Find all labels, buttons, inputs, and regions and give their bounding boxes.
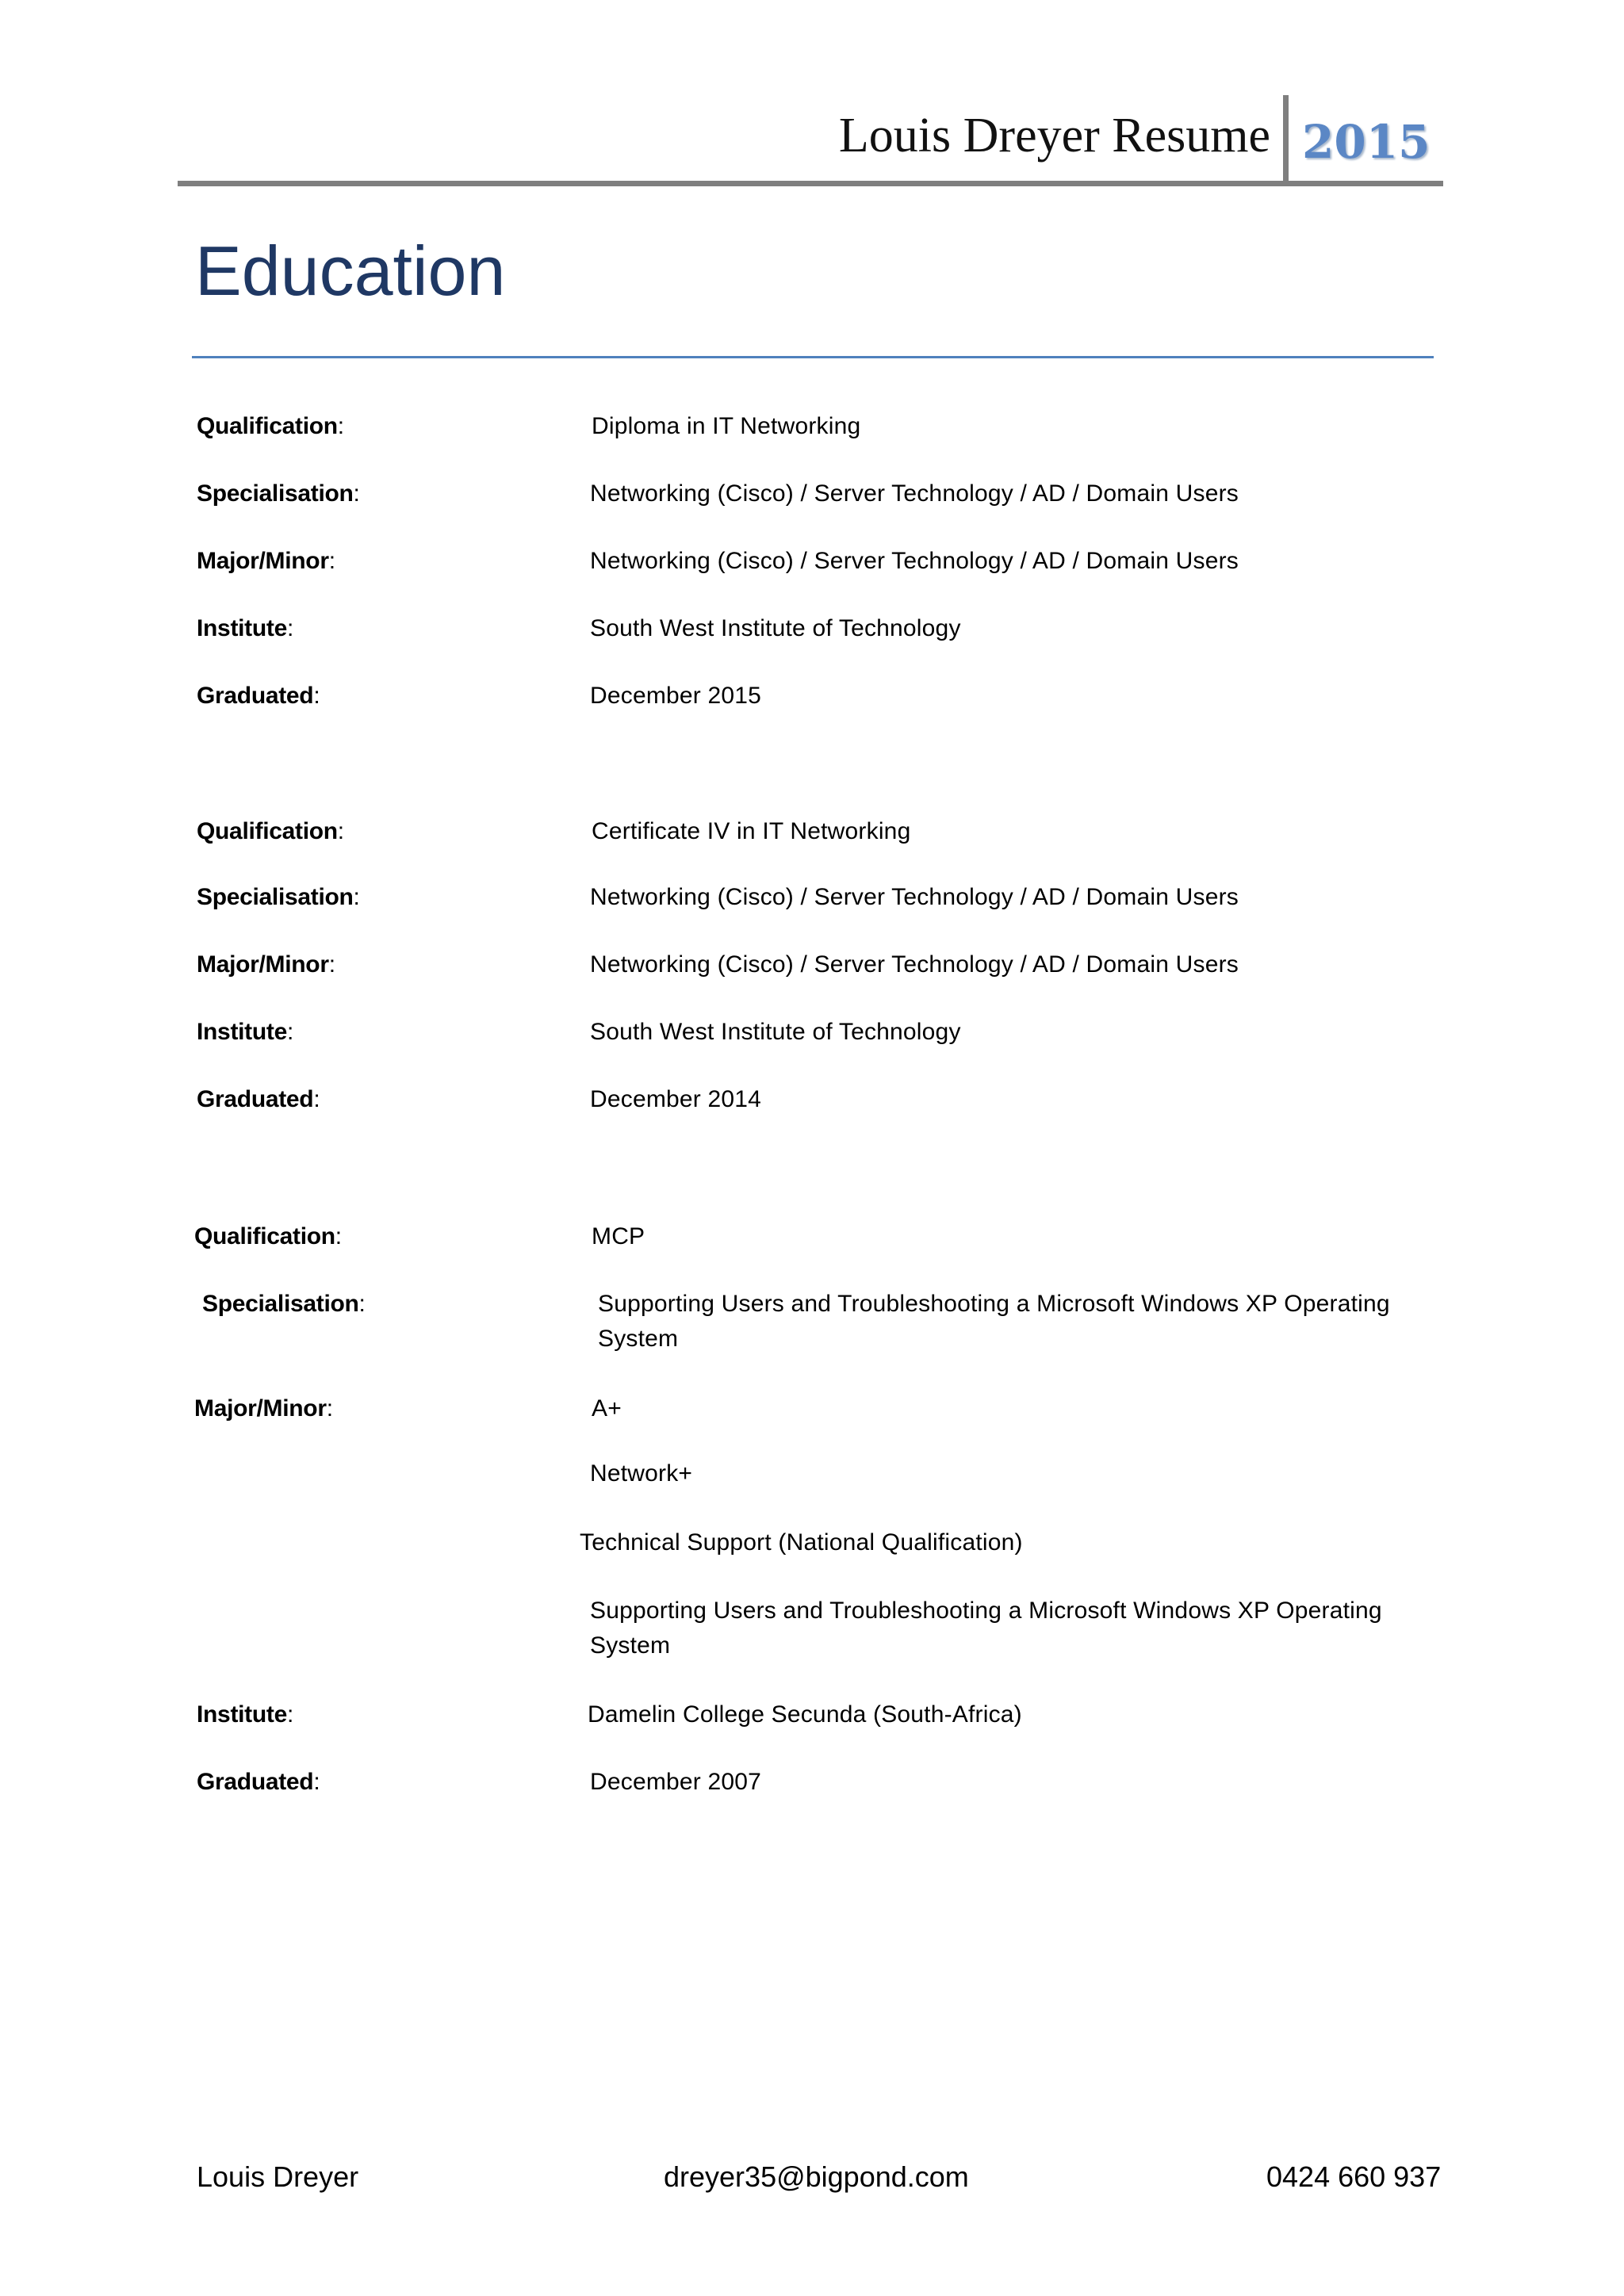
institute-label: Institute:: [197, 1701, 294, 1728]
major-minor-value: Supporting Users and Troubleshooting a Microsoft Windows XP Operating System: [590, 1598, 1382, 1659]
major-minor-value: Network+: [590, 1460, 693, 1487]
header-rule: [178, 181, 1443, 186]
major-minor-label: Major/Minor:: [194, 1395, 333, 1422]
qualification-label: Qualification:: [197, 413, 344, 439]
section-title: Education: [195, 232, 506, 310]
specialisation-label: Specialisation:: [197, 480, 360, 507]
major-minor-value: Networking (Cisco) / Server Technology / AD / Domain Users: [590, 548, 1239, 574]
qualification-label: Qualification:: [194, 1223, 342, 1249]
institute-label: Institute:: [197, 1019, 294, 1045]
institute-value: Damelin College Secunda (South-Africa): [588, 1701, 1022, 1728]
major-minor-label: Major/Minor:: [197, 951, 335, 978]
specialisation-value: Networking (Cisco) / Server Technology / AD / Domain Users: [590, 480, 1239, 507]
qualification-value: Diploma in IT Networking: [592, 413, 861, 439]
specialisation-value: Networking (Cisco) / Server Technology / AD / Domain Users: [590, 884, 1239, 910]
footer-email[interactable]: dreyer35@bigpond.com: [664, 2160, 969, 2193]
major-minor-value: Networking (Cisco) / Server Technology / AD / Domain Users: [590, 951, 1239, 978]
graduated-value: December 2007: [590, 1769, 762, 1795]
graduated-label: Graduated:: [197, 1086, 320, 1112]
footer-phone: 0424 660 937: [1266, 2160, 1442, 2193]
graduated-label: Graduated:: [197, 683, 320, 709]
specialisation-label: Specialisation:: [202, 1291, 366, 1317]
institute-value: South West Institute of Technology: [590, 1019, 961, 1045]
institute-value: South West Institute of Technology: [590, 615, 961, 641]
major-minor-value: Technical Support (National Qualification): [580, 1529, 1023, 1556]
qualification-value: MCP: [592, 1223, 645, 1249]
graduated-label: Graduated:: [197, 1769, 320, 1795]
institute-label: Institute:: [197, 615, 294, 641]
header-title: Louis Dreyer Resume: [838, 109, 1270, 163]
qualification-label: Qualification:: [197, 818, 344, 844]
graduated-value: December 2014: [590, 1086, 762, 1112]
header-year: 2015: [1302, 115, 1431, 169]
specialisation-value: Supporting Users and Troubleshooting a Microsoft Windows XP Operating System: [598, 1291, 1390, 1352]
graduated-value: December 2015: [590, 683, 762, 709]
footer-name: Louis Dreyer: [197, 2160, 359, 2193]
specialisation-label: Specialisation:: [197, 884, 360, 910]
section-rule: [192, 356, 1434, 358]
header-divider: [1283, 95, 1289, 184]
major-minor-value: A+: [592, 1395, 622, 1422]
qualification-value: Certificate IV in IT Networking: [592, 818, 911, 844]
major-minor-label: Major/Minor:: [197, 548, 335, 574]
